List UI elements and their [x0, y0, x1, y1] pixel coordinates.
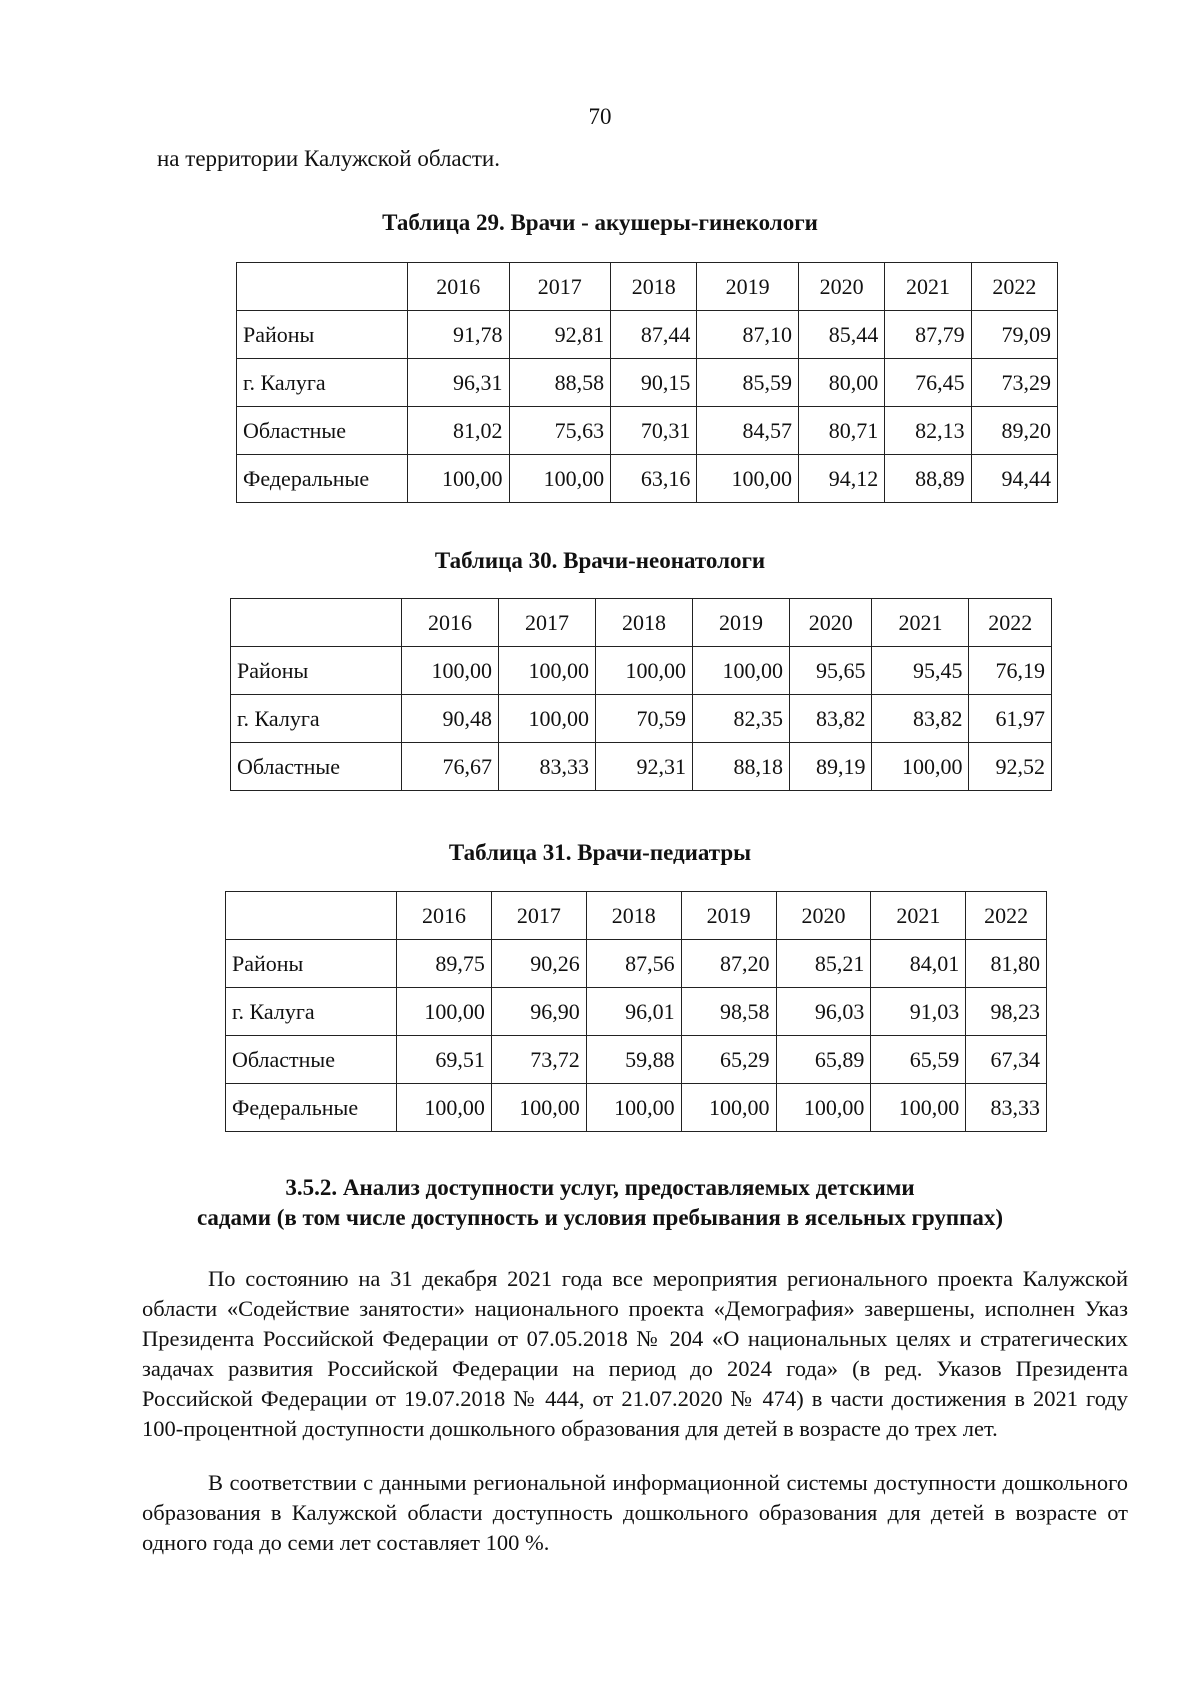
- value-cell: 90,48: [402, 695, 499, 743]
- value-cell: 96,01: [586, 988, 681, 1036]
- value-cell: 95,65: [790, 647, 872, 695]
- value-cell: 96,03: [776, 988, 871, 1036]
- value-cell: 83,33: [499, 743, 596, 791]
- value-cell: 80,71: [798, 407, 884, 455]
- year-header-cell: 2019: [681, 892, 776, 940]
- value-cell: 76,19: [969, 647, 1052, 695]
- section-heading-line-2: садами (в том числе доступность и условия пребывания в ясельных группах): [196, 1205, 1004, 1230]
- table-row: [231, 647, 1052, 695]
- row-label-cell: г. Калуга: [226, 988, 397, 1036]
- value-cell: 90,26: [491, 940, 586, 988]
- value-cell: 81,80: [966, 940, 1047, 988]
- value-cell: 76,67: [402, 743, 499, 791]
- row-label-cell: г. Калуга: [231, 695, 402, 743]
- year-header-cell: 2016: [397, 892, 492, 940]
- row-label-cell: Районы: [237, 311, 408, 359]
- row-label-cell: Областные: [226, 1036, 397, 1084]
- value-cell: 100,00: [499, 695, 596, 743]
- value-cell: 100,00: [871, 1084, 966, 1132]
- value-cell: 82,13: [885, 407, 971, 455]
- value-cell: 75,63: [509, 407, 611, 455]
- value-cell: 91,78: [408, 311, 510, 359]
- year-header-cell: 2019: [693, 599, 790, 647]
- value-cell: 84,01: [871, 940, 966, 988]
- table-header-row: [226, 892, 1047, 940]
- value-cell: 61,97: [969, 695, 1052, 743]
- row-label-cell: Районы: [231, 647, 402, 695]
- value-cell: 70,59: [596, 695, 693, 743]
- value-cell: 87,79: [885, 311, 971, 359]
- value-cell: 92,31: [596, 743, 693, 791]
- table-row: [237, 407, 1058, 455]
- value-cell: 80,00: [798, 359, 884, 407]
- table-corner-cell: [231, 599, 402, 647]
- value-cell: 100,00: [397, 1084, 492, 1132]
- value-cell: 85,21: [776, 940, 871, 988]
- intro-line: на территории Калужской области.: [157, 146, 500, 171]
- value-cell: 65,89: [776, 1036, 871, 1084]
- value-cell: 90,15: [611, 359, 697, 407]
- row-label-cell: Федеральные: [237, 455, 408, 503]
- value-cell: 100,00: [499, 647, 596, 695]
- row-label-cell: Областные: [231, 743, 402, 791]
- year-header-cell: 2017: [499, 599, 596, 647]
- value-cell: 100,00: [596, 647, 693, 695]
- value-cell: 96,31: [408, 359, 510, 407]
- value-cell: 100,00: [697, 455, 799, 503]
- value-cell: 100,00: [397, 988, 492, 1036]
- year-header-cell: 2022: [969, 599, 1052, 647]
- table-corner-cell: [226, 892, 397, 940]
- table-row: [231, 695, 1052, 743]
- year-header-cell: 2020: [798, 263, 884, 311]
- table-header-row: [231, 599, 1052, 647]
- value-cell: 73,29: [971, 359, 1057, 407]
- table-row: [237, 455, 1058, 503]
- value-cell: 100,00: [408, 455, 510, 503]
- value-cell: 88,89: [885, 455, 971, 503]
- value-cell: 100,00: [776, 1084, 871, 1132]
- table-row: [226, 1084, 1047, 1132]
- value-cell: 70,31: [611, 407, 697, 455]
- year-header-cell: 2016: [408, 263, 510, 311]
- year-header-cell: 2022: [971, 263, 1057, 311]
- year-header-cell: 2021: [871, 892, 966, 940]
- value-cell: 65,29: [681, 1036, 776, 1084]
- table-row: [237, 359, 1058, 407]
- value-cell: 76,45: [885, 359, 971, 407]
- value-cell: 100,00: [681, 1084, 776, 1132]
- value-cell: 88,58: [509, 359, 611, 407]
- value-cell: 87,20: [681, 940, 776, 988]
- row-label-cell: г. Калуга: [237, 359, 408, 407]
- value-cell: 79,09: [971, 311, 1057, 359]
- paragraph-1: По состоянию на 31 декабря 2021 года все мероприятия регионального проекта Калужской области «Содействие занятости» национального проекта «Демография» завершены, исполнен Указ Президента Российской Федерации от 07.05.2018 № 204 «О национальных целях и стратегических задачах развития Российской Федерации на период до 2024 года» (в ред. Указов Президента Российской Федерации от 19.07.2018 № 444, от 21.07.2020 № 474) в части достижения в 2021 году 100-процентной доступности дошкольного образования для детей в возрасте до трех лет.: [142, 1266, 1128, 1441]
- value-cell: 59,88: [586, 1036, 681, 1084]
- value-cell: 65,59: [871, 1036, 966, 1084]
- table-corner-cell: [237, 263, 408, 311]
- year-header-cell: 2021: [885, 263, 971, 311]
- section-heading-line-1: 3.5.2. Анализ доступности услуг, предоставляемых детскими: [285, 1175, 915, 1200]
- table-row: [237, 311, 1058, 359]
- row-label-cell: Районы: [226, 940, 397, 988]
- value-cell: 85,59: [697, 359, 799, 407]
- value-cell: 98,58: [681, 988, 776, 1036]
- value-cell: 85,44: [798, 311, 884, 359]
- value-cell: 69,51: [397, 1036, 492, 1084]
- paragraph-2: В соответствии с данными региональной информационной системы доступности дошкольного образования в Калужской области доступность дошкольного образования для детей в возрасте от одного года до семи лет составляет 100 %.: [142, 1470, 1128, 1555]
- table-29: [236, 262, 1058, 503]
- value-cell: 98,23: [966, 988, 1047, 1036]
- table-row: [226, 940, 1047, 988]
- value-cell: 63,16: [611, 455, 697, 503]
- table-31-caption: Таблица 31. Врачи-педиатры: [448, 840, 752, 865]
- year-header-cell: 2017: [509, 263, 611, 311]
- value-cell: 100,00: [491, 1084, 586, 1132]
- value-cell: 94,12: [798, 455, 884, 503]
- year-header-cell: 2021: [872, 599, 969, 647]
- value-cell: 81,02: [408, 407, 510, 455]
- page-number: 70: [588, 104, 612, 129]
- year-header-cell: 2018: [611, 263, 697, 311]
- value-cell: 100,00: [693, 647, 790, 695]
- value-cell: 83,33: [966, 1084, 1047, 1132]
- value-cell: 94,44: [971, 455, 1057, 503]
- year-header-cell: 2018: [596, 599, 693, 647]
- year-header-cell: 2019: [697, 263, 799, 311]
- value-cell: 100,00: [402, 647, 499, 695]
- value-cell: 88,18: [693, 743, 790, 791]
- year-header-cell: 2016: [402, 599, 499, 647]
- year-header-cell: 2018: [586, 892, 681, 940]
- value-cell: 84,57: [697, 407, 799, 455]
- table-row: [231, 743, 1052, 791]
- year-header-cell: 2017: [491, 892, 586, 940]
- table-30: [230, 598, 1052, 791]
- value-cell: 89,75: [397, 940, 492, 988]
- value-cell: 82,35: [693, 695, 790, 743]
- table-29-caption: Таблица 29. Врачи - акушеры-гинекологи: [382, 210, 818, 235]
- section-heading: [0, 1173, 1200, 1233]
- value-cell: 95,45: [872, 647, 969, 695]
- value-cell: 73,72: [491, 1036, 586, 1084]
- value-cell: 100,00: [586, 1084, 681, 1132]
- row-label-cell: Областные: [237, 407, 408, 455]
- value-cell: 96,90: [491, 988, 586, 1036]
- value-cell: 83,82: [790, 695, 872, 743]
- table-31: [225, 891, 1047, 1132]
- table-row: [226, 1036, 1047, 1084]
- value-cell: 92,52: [969, 743, 1052, 791]
- value-cell: 87,56: [586, 940, 681, 988]
- year-header-cell: 2020: [790, 599, 872, 647]
- value-cell: 91,03: [871, 988, 966, 1036]
- value-cell: 89,20: [971, 407, 1057, 455]
- table-header-row: [237, 263, 1058, 311]
- value-cell: 87,10: [697, 311, 799, 359]
- table-30-caption: Таблица 30. Врачи-неонатологи: [434, 548, 766, 573]
- value-cell: 89,19: [790, 743, 872, 791]
- row-label-cell: Федеральные: [226, 1084, 397, 1132]
- value-cell: 100,00: [872, 743, 969, 791]
- year-header-cell: 2022: [966, 892, 1047, 940]
- table-row: [226, 988, 1047, 1036]
- value-cell: 87,44: [611, 311, 697, 359]
- value-cell: 100,00: [509, 455, 611, 503]
- value-cell: 67,34: [966, 1036, 1047, 1084]
- value-cell: 83,82: [872, 695, 969, 743]
- value-cell: 92,81: [509, 311, 611, 359]
- year-header-cell: 2020: [776, 892, 871, 940]
